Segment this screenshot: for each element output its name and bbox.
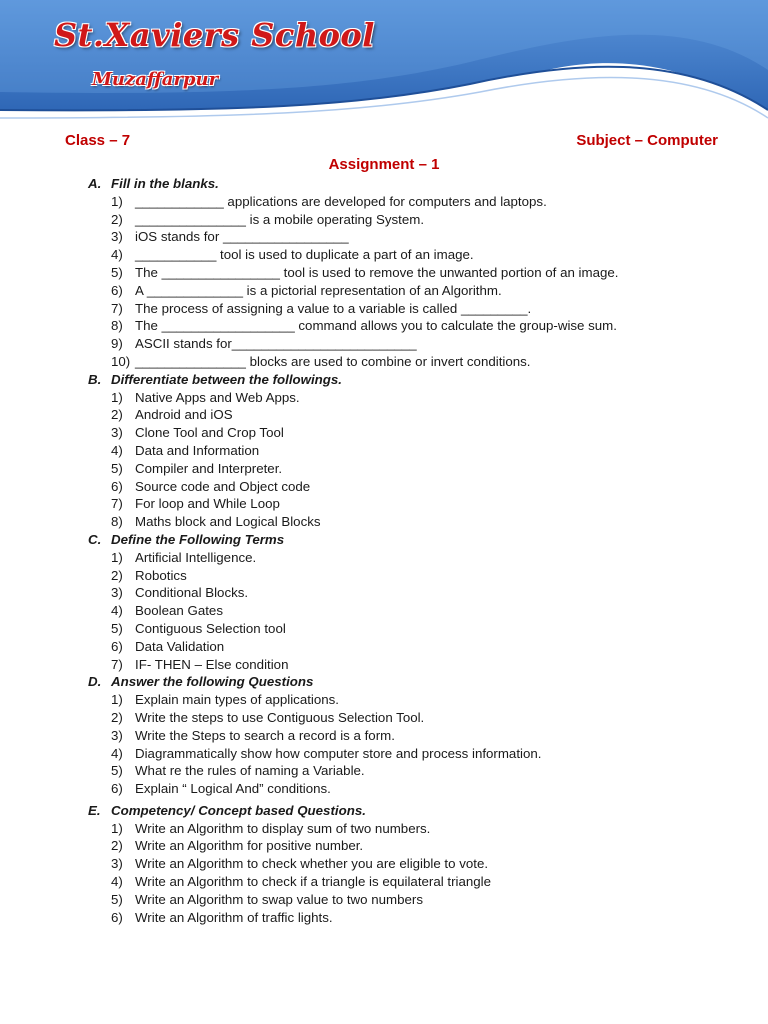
question-item — [0, 211, 768, 229]
school-name: St.Xaviers School — [54, 16, 375, 54]
question-number: 7) — [111, 300, 123, 316]
question-number: 3) — [111, 727, 123, 743]
question-number: 5) — [111, 460, 123, 476]
question-item — [0, 460, 768, 478]
question-number: 2) — [111, 211, 123, 227]
question-item — [0, 317, 768, 335]
question-text: ____________ applications are developed for computers and laptops. — [135, 193, 547, 209]
section-letter: A. — [88, 176, 102, 191]
question-item — [0, 780, 768, 798]
question-text: ASCII stands for_________________________ — [135, 336, 417, 352]
question-item — [0, 264, 768, 282]
section-define-terms — [0, 531, 768, 673]
question-number: 5) — [111, 264, 123, 280]
question-text: IF- THEN – Else condition — [135, 656, 289, 672]
question-text: Contiguous Selection tool — [135, 620, 286, 636]
question-item — [0, 442, 768, 460]
question-number: 4) — [111, 247, 123, 263]
question-text: Write the steps to use Contiguous Selection Tool. — [135, 709, 425, 725]
section-heading — [0, 371, 768, 389]
section-title: Define the Following Terms — [111, 531, 285, 547]
question-number: 4) — [111, 745, 123, 761]
question-text: Explain “ Logical And” conditions. — [135, 781, 331, 797]
question-item — [0, 406, 768, 424]
section-letter: E. — [88, 802, 101, 818]
section-heading — [0, 531, 768, 549]
assignment-body — [0, 175, 768, 926]
question-number: 1) — [111, 389, 123, 405]
question-text: Source code and Object code — [135, 478, 311, 494]
question-number: 4) — [111, 874, 123, 890]
question-text: Write an Algorithm to check if a triangle is equilateral triangle — [135, 874, 491, 890]
question-number: 6) — [111, 478, 123, 494]
question-text: _______________ blocks are used to combine or invert conditions. — [135, 353, 531, 369]
question-number: 6) — [111, 781, 123, 797]
question-number: 1) — [111, 820, 123, 836]
question-number: 5) — [111, 620, 123, 636]
question-text: Native Apps and Web Apps. — [135, 389, 300, 405]
section-title: Differentiate between the followings. — [111, 371, 343, 387]
question-item — [0, 228, 768, 246]
question-item — [0, 709, 768, 727]
question-item — [0, 584, 768, 602]
question-number: 2) — [111, 407, 123, 423]
question-item — [0, 478, 768, 496]
question-item — [0, 335, 768, 353]
question-item — [0, 602, 768, 620]
section-answer-questions — [0, 673, 768, 798]
question-number: 4) — [111, 603, 123, 619]
question-item — [0, 691, 768, 709]
question-number: 3) — [111, 585, 123, 601]
question-text: Write an Algorithm to check whether you are eligible to vote. — [135, 856, 489, 872]
class-label: Class – 7 — [65, 132, 131, 149]
question-number: 6) — [111, 638, 123, 654]
question-text: Write an Algorithm to swap value to two numbers — [135, 891, 423, 907]
question-text: iOS stands for _________________ — [135, 229, 349, 245]
question-text: Diagrammatically show how computer store and process information. — [135, 745, 542, 761]
question-item — [0, 549, 768, 567]
question-number: 6) — [111, 909, 123, 925]
question-number: 8) — [111, 514, 123, 530]
question-number: 7) — [111, 496, 123, 512]
question-item — [0, 855, 768, 873]
question-item — [0, 620, 768, 638]
section-heading — [0, 802, 768, 820]
question-item — [0, 495, 768, 513]
question-item — [0, 246, 768, 264]
section-fill-in-the-blanks — [0, 175, 768, 371]
question-number: 10) — [111, 353, 131, 369]
question-text: Boolean Gates — [135, 603, 223, 619]
question-text: Android and iOS — [135, 407, 233, 423]
question-number: 7) — [111, 656, 123, 672]
question-item — [0, 891, 768, 909]
question-text: Robotics — [135, 567, 187, 583]
question-text: Explain main types of applications. — [135, 692, 339, 708]
question-number: 5) — [111, 763, 123, 779]
question-text: Conditional Blocks. — [135, 585, 249, 601]
question-item — [0, 353, 768, 371]
question-text: The process of assigning a value to a variable is called _________. — [135, 300, 532, 316]
question-number: 3) — [111, 229, 123, 245]
subject-label: Subject – Computer — [576, 132, 718, 149]
question-item — [0, 837, 768, 855]
question-number: 1) — [111, 692, 123, 708]
question-number: 9) — [111, 336, 123, 352]
question-text: Write an Algorithm for positive number. — [135, 838, 364, 854]
question-item — [0, 300, 768, 318]
question-text: The ________________ tool is used to remove the unwanted portion of an image. — [135, 264, 619, 280]
question-item — [0, 424, 768, 442]
section-heading — [0, 673, 768, 691]
question-item — [0, 873, 768, 891]
question-text: Write the Steps to search a record is a form. — [135, 727, 395, 743]
question-number: 8) — [111, 318, 123, 334]
question-text: The __________________ command allows you to calculate the group-wise sum. — [135, 318, 617, 334]
question-number: 3) — [111, 425, 123, 441]
question-number: 2) — [111, 709, 123, 725]
question-text: For loop and While Loop — [135, 496, 280, 512]
question-item — [0, 193, 768, 211]
section-letter: C. — [88, 531, 102, 547]
section-letter: D. — [88, 674, 102, 690]
section-title: Answer the following Questions — [111, 674, 314, 690]
question-text: ___________ tool is used to duplicate a part of an image. — [135, 247, 474, 263]
header-banner — [0, 0, 768, 130]
question-text: Data and Information — [135, 442, 260, 458]
question-number: 6) — [111, 282, 123, 298]
question-number: 3) — [111, 856, 123, 872]
question-item — [0, 762, 768, 780]
question-number: 5) — [111, 891, 123, 907]
question-item — [0, 389, 768, 407]
assignment-title: Assignment – 1 — [328, 156, 440, 173]
question-text: Write an Algorithm to display sum of two numbers. — [135, 820, 431, 836]
question-item — [0, 727, 768, 745]
question-item — [0, 656, 768, 674]
question-item — [0, 820, 768, 838]
question-text: _______________ is a mobile operating System. — [135, 211, 425, 227]
question-text: Data Validation — [135, 638, 225, 654]
question-number: 4) — [111, 442, 123, 458]
section-title: Competency/ Concept based Questions. — [111, 802, 366, 818]
question-item — [0, 638, 768, 656]
question-number: 2) — [111, 838, 123, 854]
question-text: Clone Tool and Crop Tool — [135, 425, 284, 441]
question-number: 2) — [111, 567, 123, 583]
question-item — [0, 745, 768, 763]
question-text: A _____________ is a pictorial representation of an Algorithm. — [135, 282, 502, 298]
question-item — [0, 567, 768, 585]
section-differentiate — [0, 371, 768, 531]
question-item — [0, 909, 768, 927]
section-letter: B. — [88, 371, 102, 387]
school-city: Muzaffarpur — [92, 69, 219, 90]
question-text: Compiler and Interpreter. — [135, 460, 283, 476]
question-text: What re the rules of naming a Variable. — [135, 763, 365, 779]
section-heading — [0, 175, 768, 193]
question-number: 1) — [111, 193, 123, 209]
question-text: Artificial Intelligence. — [135, 549, 257, 565]
question-text: Write an Algorithm of traffic lights. — [135, 909, 333, 925]
question-number: 1) — [111, 549, 123, 565]
question-item — [0, 513, 768, 531]
section-title: Fill in the blanks. — [111, 176, 219, 191]
question-text: Maths block and Logical Blocks — [135, 514, 321, 530]
section-competency-questions — [0, 802, 768, 927]
question-item — [0, 282, 768, 300]
